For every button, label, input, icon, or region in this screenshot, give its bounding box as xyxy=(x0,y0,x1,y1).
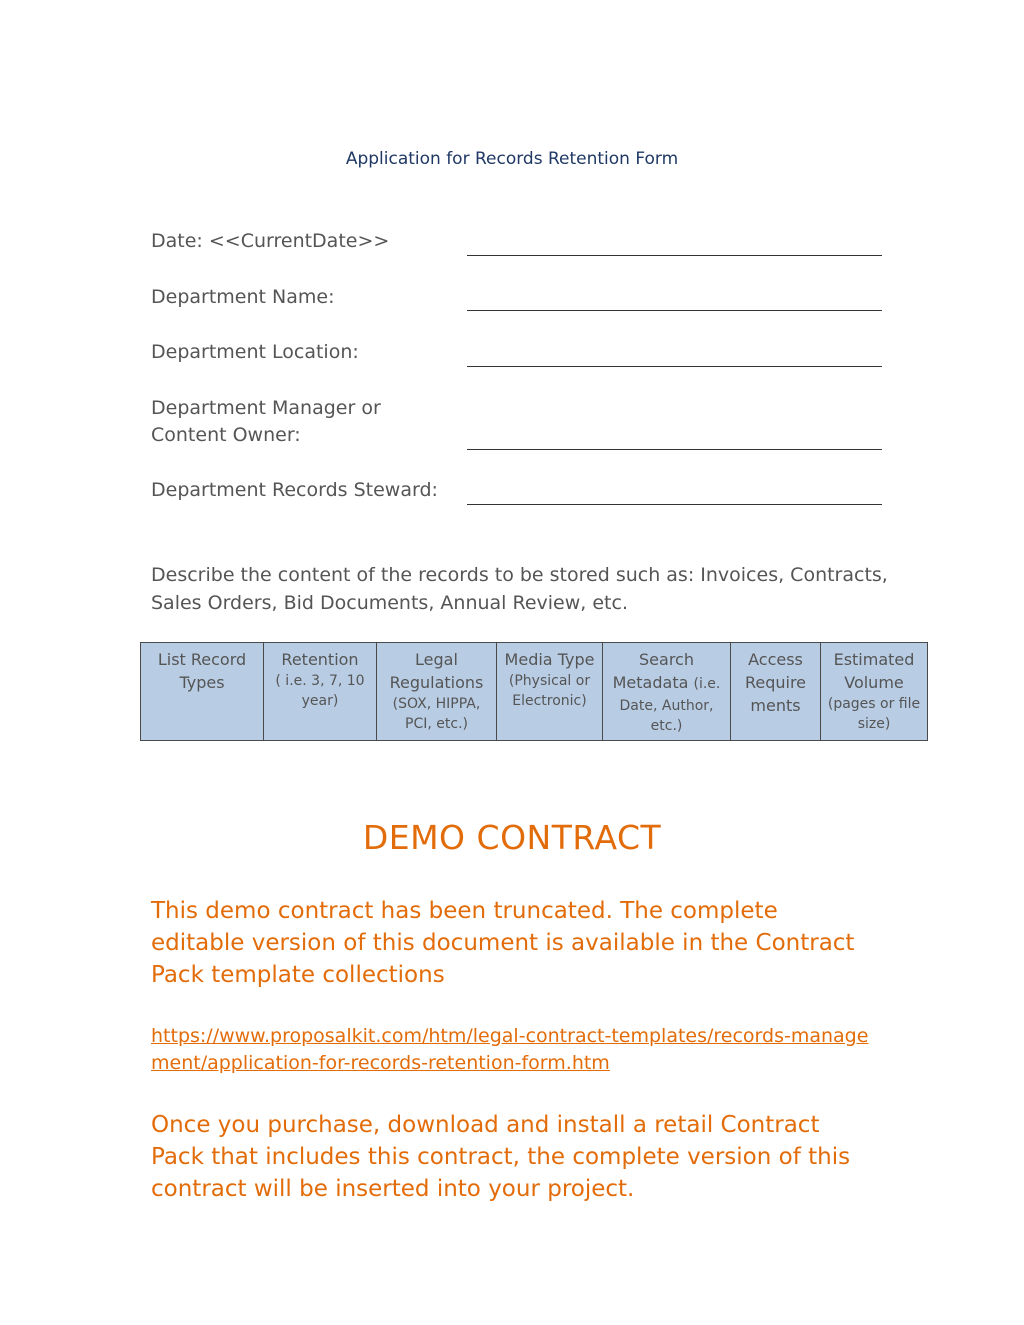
column-header-label-main: Search Metadata xyxy=(612,650,694,692)
column-header-sublabel: Date, Author, etc.) xyxy=(619,698,714,734)
department-manager-field-line[interactable] xyxy=(467,449,882,450)
department-name-label: Department Name: xyxy=(151,286,335,308)
department-manager-label xyxy=(151,395,381,449)
date-field-line[interactable] xyxy=(467,255,882,256)
column-header-search-metadata xyxy=(603,643,731,741)
column-header-label: Access Require ments xyxy=(744,650,807,715)
column-header-legal-regulations xyxy=(377,643,497,741)
demo-purchase-notice: Once you purchase, download and install a retail Contract Pack that includes this contract, the complete version of this contract will be inserted into your project. xyxy=(151,1112,851,1202)
demo-contract-heading: DEMO CONTRACT xyxy=(362,818,662,857)
column-header-record-types xyxy=(141,643,264,741)
column-header-sublabel: (Physical or Electronic) xyxy=(508,673,591,709)
column-header-estimated-volume xyxy=(821,643,928,741)
records-table xyxy=(140,642,928,741)
column-header-label xyxy=(606,648,727,696)
department-manager-label-line1: Department Manager or xyxy=(151,397,381,419)
department-name-field-line[interactable] xyxy=(467,310,882,311)
department-location-label: Department Location: xyxy=(151,341,359,363)
column-header-label: List Record Types xyxy=(157,650,247,692)
demo-truncated-notice: This demo contract has been truncated. The complete editable version of this document is available in the Contract Pack template collections xyxy=(151,898,855,988)
column-header-media-type xyxy=(497,643,603,741)
table-header-row xyxy=(141,643,928,741)
department-manager-label-line2: Content Owner: xyxy=(151,424,301,446)
column-header-label: Media Type xyxy=(504,650,595,669)
column-header-label-suffix: (i.e. xyxy=(693,676,721,692)
column-header-sublabel: (pages or file size) xyxy=(827,696,921,732)
column-header-sublabel: (SOX, HIPPA, PCI, etc.) xyxy=(392,696,481,732)
describe-instructions: Describe the content of the records to be stored such as: Invoices, Contracts, Sales Orders, Bid Documents, Annual Review, etc. xyxy=(151,564,888,614)
department-location-field-line[interactable] xyxy=(467,366,882,367)
document-title: Application for Records Retention Form xyxy=(345,149,679,169)
column-header-label: Estimated Volume xyxy=(833,650,915,692)
column-header-retention xyxy=(264,643,377,741)
contract-template-link[interactable]: https://www.proposalkit.com/htm/legal-contract-templates/records-management/application-for-records-retention-form.htm xyxy=(151,1025,869,1074)
date-label: Date: <<CurrentDate>> xyxy=(151,230,390,252)
records-steward-field-line[interactable] xyxy=(467,504,882,505)
column-header-access-requirements xyxy=(731,643,821,741)
column-header-label: Legal Regulations xyxy=(389,650,484,692)
column-header-label: Retention xyxy=(281,650,359,669)
records-steward-label: Department Records Steward: xyxy=(151,479,438,501)
column-header-sublabel: ( i.e. 3, 7, 10 year) xyxy=(275,673,365,709)
